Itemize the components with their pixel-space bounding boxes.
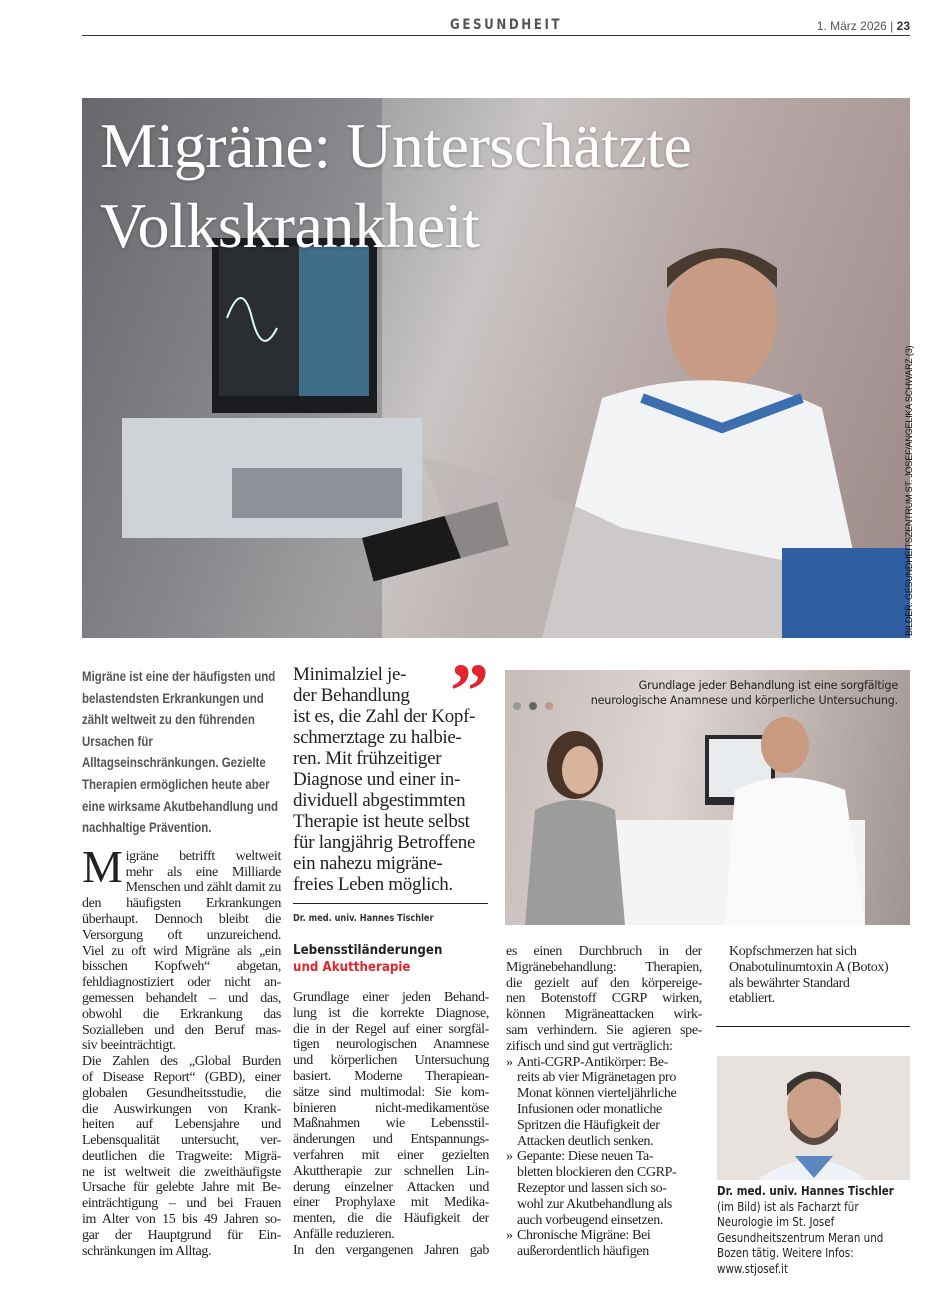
bullet-item (506, 1228, 702, 1260)
bullet-text (517, 1055, 702, 1150)
paragraph (729, 944, 910, 1007)
text-line: überhaupt. Dennoch bleibt die (82, 911, 281, 927)
text-line: Menschen und zählt damit zu (125, 880, 281, 896)
text-line: können Migräneattacken wirk- (506, 1007, 702, 1023)
text-line: siv beeinträchtigt. (82, 1038, 176, 1054)
right-column (729, 944, 910, 1007)
text-line: außerordentlich häufigen (517, 1244, 649, 1260)
body-column-2 (293, 990, 489, 1259)
lead-paragraph: Migräne ist eine der häufigsten und belastendsten Erkrankungen und zählt weltweit zu den führenden Ursachen für Alltagseinschränkungen. Gezielte Therapien ermöglichen heute aber eine wirksame Akutbehandlung und nachhaltige Prävention. (82, 668, 279, 836)
author-bio (717, 1184, 911, 1278)
text-line: Grundlage einer jeden Behand- (293, 990, 489, 1005)
consultation-illustration (505, 670, 910, 925)
paragraph (293, 990, 489, 1243)
column-divider (716, 1026, 910, 1027)
text-line: igräne betrifft weltweit (125, 848, 281, 864)
text-line: einträchtigung – und bei Frauen (82, 1196, 281, 1212)
text-line: Spritzen die Häufigkeit der (517, 1117, 660, 1133)
bullet-item (506, 1149, 702, 1228)
text-line: gemessen behandelt – und das, (82, 990, 281, 1006)
text-line: fehldiagnostiziert oder nicht an- (82, 975, 281, 991)
text-line: etabliert. (729, 991, 775, 1007)
text-line: gar der Hauptgrund für Ein- (82, 1227, 281, 1243)
headline (100, 106, 691, 266)
portrait-illustration (717, 1056, 910, 1180)
text-line: freies Leben möglich. (293, 874, 453, 895)
text-line: mehr als eine Milliarde (125, 864, 281, 880)
bullet-item (506, 1055, 702, 1150)
bullet-marker-icon: » (506, 1054, 513, 1070)
text-line: bletten blockieren den CGRP- (517, 1165, 677, 1181)
text-line: Infusionen oder monatliche (517, 1101, 662, 1117)
text-line: ist es, die Zahl der Kopf- (293, 706, 476, 727)
subheading-accent: und Akuttherapie (293, 959, 411, 975)
text-line: und körperlichen Untersuchung (293, 1053, 489, 1069)
body-column-1 (82, 840, 281, 1260)
text-line: den häufigsten Erkrankungen (82, 896, 281, 912)
text-line: es einen Durchbruch in der (506, 944, 702, 959)
text-line: die Auswirkungen von Krank- (82, 1101, 281, 1117)
text-line: reits ab vier Migränetagen pro (517, 1070, 676, 1086)
text-line: deutlichen die Tragweite: Migrä- (82, 1148, 281, 1164)
text-line: Migränebehandlung: Therapien, (506, 959, 702, 975)
bullet-marker-icon: » (506, 1149, 513, 1165)
text-line: sam verhindern. Sie agieren spe- (506, 1022, 702, 1038)
text-line: tigen neurologischen Anamnese (293, 1037, 489, 1053)
text-line: Versorgung oft unzureichend. (82, 927, 281, 943)
text-line: im Alter von 15 bis 49 Jahren so- (82, 1212, 281, 1228)
text-line: schränkungen im Alltag. (82, 1243, 212, 1259)
text-line: heiten auf Lebensjahre und (82, 1117, 281, 1133)
consultation-photo (505, 670, 910, 925)
text-line: derung einzelner Attacken und (293, 1179, 489, 1195)
text-line: Chronische Migräne: Bei (517, 1228, 651, 1244)
header-rule (82, 35, 910, 36)
text-line: dividuell abgestimmten (293, 790, 466, 811)
text-line: Monat können vierteljährliche (517, 1086, 677, 1102)
headline-line: Migräne: Unterschätzte (100, 110, 692, 181)
text-line: Akuttherapie zur schnellen Lin- (293, 1163, 489, 1179)
text-line: Rezeptor und lassen sich so- (517, 1180, 667, 1196)
paragraph (82, 1054, 281, 1259)
text-line: Sozialleben und den Beruf mas- (82, 1022, 281, 1038)
author-portrait (717, 1056, 910, 1180)
text-line: obwohl die Erkrankung das (82, 1006, 281, 1022)
text-line: Kopfschmerzen hat sich (729, 944, 857, 959)
text-line: wohl zur Akutbehandlung als (517, 1196, 673, 1212)
body-column-3 (506, 944, 702, 1260)
text-line: Viel zu oft wird Migräne als „ein (82, 943, 281, 959)
text-line: nen Botenstoff CGRP wirken, (506, 991, 702, 1007)
text-line: Maßnahmen wie Lebensstil- (293, 1116, 489, 1132)
text-line: Anti-CGRP-Antikörper: Be- (517, 1054, 669, 1070)
text-line: Minimalziel je- (293, 664, 407, 685)
text-line: Diagnose und einer in- (293, 769, 460, 790)
page-number: 23 (896, 19, 910, 33)
author-description: (im Bild) ist als Facharzt für Neurologie im St. Josef Gesundheitszentrum Meran und Bozen tätig. Weitere Infos: www.stjosef.it (717, 1199, 884, 1276)
text-line: Lebensqualität untersucht, ver- (82, 1133, 281, 1149)
text-line: als bewährter Standard (729, 975, 850, 991)
text-line: of Disease Report“ (GBD), einer (82, 1069, 281, 1085)
text-line: die in der Regel auf einer sorgfäl- (293, 1021, 489, 1037)
text-line: ren. Mit frühzeitiger (293, 748, 442, 769)
subheading: Lebensstiländerungen (293, 942, 443, 958)
text-line: verfahren mit einer gezielten (293, 1147, 489, 1163)
text-line: Onabotulinumtoxin A (Botox) (729, 959, 889, 975)
pull-quote (293, 647, 489, 895)
text-line: auch vorbeugend einsetzen. (517, 1212, 664, 1228)
hero-photo (82, 98, 910, 638)
text-line: Ursache für gelebte Jahre mit Be- (82, 1180, 281, 1196)
paragraph (293, 1243, 489, 1259)
bullet-marker-icon: » (506, 1228, 513, 1244)
quote-mark-icon: ” (450, 647, 489, 734)
body-column-4 (729, 944, 910, 1007)
text-line: änderungen und Entspannungs- (293, 1132, 489, 1148)
paragraph (506, 944, 702, 1055)
date: 1. März 2026 (816, 19, 887, 33)
text-line: einer Prophylaxe mit Medika- (293, 1195, 489, 1211)
text-line: Attacken deutlich senken. (517, 1133, 654, 1149)
text-line: globalen Gesundheitsstudie, die (82, 1085, 281, 1101)
text-line: sätze sind multimodal: Sie kom- (293, 1084, 489, 1100)
text-line: zifisch und sind gut verträglich: (506, 1038, 673, 1054)
quote-divider (293, 903, 488, 904)
text-line: Anfälle reduzieren. (293, 1226, 395, 1242)
author-name: Dr. med. univ. Hannes Tischler (717, 1184, 894, 1198)
text-line: In den vergangenen Jahren gab (293, 1242, 489, 1258)
text-line: ne ist weltweit die zweithäufigste (82, 1164, 281, 1180)
text-line: binieren nicht-medikamentöse (293, 1100, 489, 1116)
second-column (293, 647, 489, 1259)
text-line: bisschen Kopfweh“ abgetan, (82, 959, 281, 975)
headline-line: Volkskrankheit (100, 190, 480, 261)
photo-credit: BILDER: GESUNDHEITSZENTRUM ST. JOSEF/ANGELIKA SCHWARZ (3) (904, 345, 914, 636)
text-line: für langjährig Betroffene (293, 832, 476, 853)
text-line: Die Zahlen des „Global Burden (82, 1054, 281, 1070)
text-line: Therapie ist heute selbst (293, 811, 470, 832)
text-line: menten, die die Häufigkeit der (293, 1211, 489, 1227)
quote-author: Dr. med. univ. Hannes Tischler (293, 913, 434, 924)
text-line: Gepante: Diese neuen Ta- (517, 1149, 654, 1165)
issue-date: 1. März 2026 | 23 (816, 19, 910, 33)
text-line: schmerztage zu halbie- (293, 727, 462, 748)
section-label: GESUNDHEIT (450, 17, 563, 33)
drop-cap: M (82, 840, 123, 892)
bullet-text (517, 1228, 702, 1260)
text-line: lung ist die korrekte Diagnose, (293, 1005, 489, 1021)
text-line: der Behandlung (293, 685, 410, 706)
bullet-text (517, 1149, 702, 1228)
text-line: ein nahezu migräne- (293, 853, 443, 874)
text-line: die gezielt auf den körpereige- (506, 975, 702, 991)
text-line: basiert. Moderne Therapiean- (293, 1068, 489, 1084)
photo-caption: Grundlage jeder Behandlung ist eine sorgfältige neurologische Anamnese und körperliche Untersuchung. (590, 679, 898, 707)
left-column (82, 666, 282, 1259)
bullet-list (506, 1055, 702, 1260)
